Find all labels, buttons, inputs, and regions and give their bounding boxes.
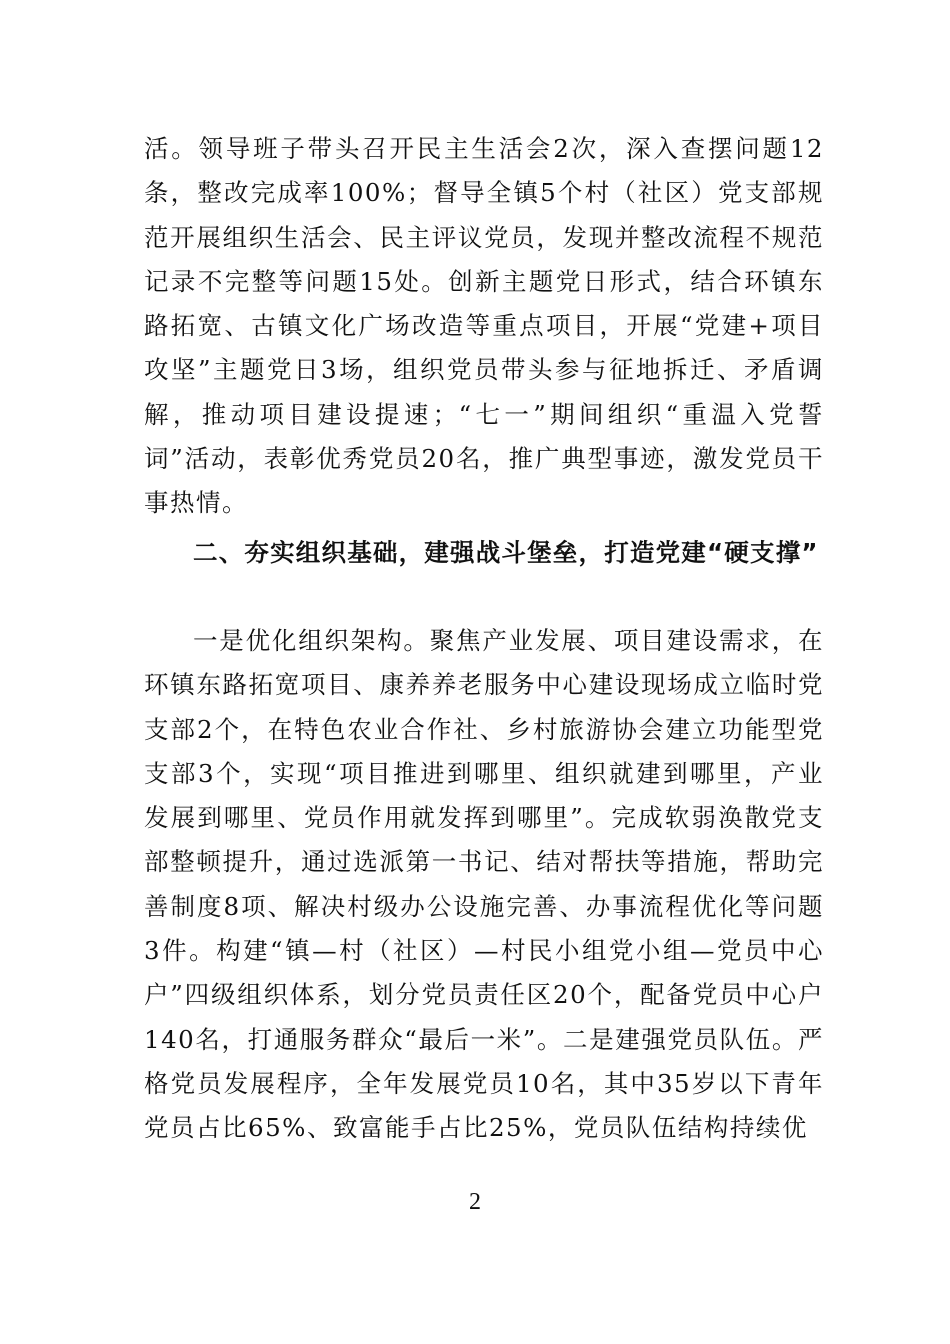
section-heading: 二、夯实组织基础，建强战斗堡垒，打造党建“硬支撑” (193, 538, 819, 567)
body-paragraph: 一是优化组织架构。聚焦产业发展、项目建设需求，在环镇东路拓宽项目、康养养老服务中心建设现场成立临时党支部2个，在特色农业合作社、乡村旅游协会建立功能型党支部3个，实现“项目推进到哪里、组织就建到哪里，产业发展到哪里、党员作用就发挥到哪里”。完成软弱涣散党支部整顿提升，通过选派第一书记、结对帮扶等措施，帮助完善制度8项、解决村级办公设施完善、办事流程优化等问题3件。构建“镇—村（社区）—村民小组党小组—党员中心户”四级组织体系，划分党员责任区20个，配备党员中心户140名，打通服务群众“最后一米”。二是建强党员队伍。严格党员发展程序，全年发展党员10名，其中35岁以下青年党员占比65%、致富能手占比25%，党员队伍结构持续优 (144, 626, 824, 1143)
body-paragraph-continued: 活。领导班子带头召开民主生活会2次，深入查摆问题12条，整改完成率100%；督导全镇5个村（社区）党支部规范开展组织生活会、民主评议党员，发现并整改流程不规范记录不完整等问题15处。创新主题党日形式，结合环镇东路拓宽、古镇文化广场改造等重点项目，开展“党建+项目攻坚”主题党日3场，组织党员带头参与征地拆迁、矛盾调解，推动项目建设提速；“七一”期间组织“重温入党誓词”活动，表彰优秀党员20名，推广典型事迹，激发党员干事热情。 (144, 134, 824, 518)
page-number: 2 (469, 1189, 481, 1215)
